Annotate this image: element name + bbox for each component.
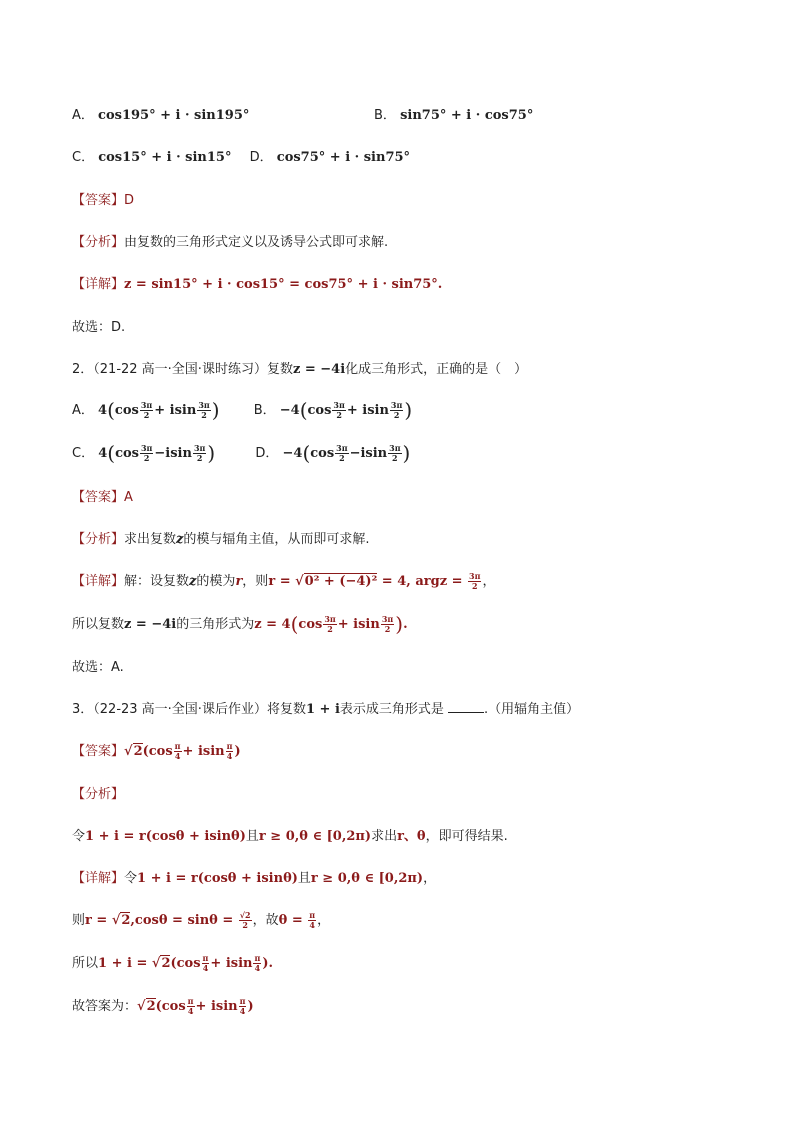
- q1-option-c-expr: cos15° + i · sin15°: [98, 150, 232, 165]
- analysis-tag: 【分析】: [72, 787, 125, 802]
- q3-analysis-tag: [72, 785, 124, 805]
- q1-options-cd: [72, 148, 410, 168]
- detail-expr: z = sin15° + i · cos15° = cos75° + i · sin75°.: [124, 277, 443, 292]
- q2-choose: [72, 658, 124, 678]
- q1-option-b-expr: sin75° + i · cos75°: [400, 108, 534, 123]
- q1-answer: [72, 191, 134, 211]
- q2-detail-line2: 所以复数z = −4i的三角形式为z = 4(cos $\frac{3\pi}{2}$ + isin $\frac{3\pi}{2}$ ).: [72, 612, 408, 636]
- q1-option-a-label: A．: [72, 108, 94, 123]
- detail-tag: 【详解】: [72, 574, 125, 589]
- q3-final-answer: 故答案为：√2(cos $\frac{\pi}{4}$ + isin $\frac{\pi}{4}$ ): [72, 996, 254, 1016]
- choose-text: 故选：A.: [72, 660, 124, 675]
- answer-tag: 【答案】: [72, 490, 125, 505]
- q1-option-c-label: C．: [72, 150, 95, 165]
- q1-option-d-label: D．: [249, 150, 273, 165]
- analysis-tag: 【分析】: [72, 532, 125, 547]
- q2-detail: 【详解】解：设复数z的模为r，则r = √0² + (−4)² = 4, argz = $\frac{3\pi}{2}$ ，: [72, 571, 496, 591]
- q3-answer: 【答案】√2(cos $\frac{\pi}{4}$ + isin $\frac{\pi}{4}$ ): [72, 741, 241, 761]
- analysis-text: 由复数的三角形式定义以及诱导公式即可求解.: [124, 235, 389, 250]
- q1-options-ab: [72, 106, 249, 126]
- q2-analysis: 【分析】求出复数z的模与辐角主值，从而即可求解.: [72, 532, 370, 547]
- q2-answer: [72, 488, 133, 508]
- answer-value: D: [124, 193, 135, 208]
- q2-options-cd: [72, 443, 410, 464]
- q2-stem-expr: z = −4i: [292, 362, 346, 377]
- q1-analysis: [72, 233, 388, 253]
- q1-option-b: [374, 106, 533, 126]
- q2-option-a-label: A．: [72, 403, 94, 418]
- answer-blank: [448, 700, 484, 713]
- q1-choose: [72, 318, 125, 338]
- choose-text: 故选：D.: [72, 320, 126, 335]
- q2-options-ab: [72, 400, 412, 421]
- q2-option-d-label: D．: [255, 446, 279, 461]
- analysis-tag: 【分析】: [72, 235, 125, 250]
- q2-option-c-label: C．: [72, 446, 95, 461]
- q1-option-a-expr: cos195° + i · sin195°: [98, 108, 250, 123]
- q3-detail: 【详解】令1 + i = r(cosθ + isinθ)且r ≥ 0,θ ∈ [0,2π)，: [72, 871, 437, 886]
- q1-option-d-expr: cos75° + i · sin75°: [276, 150, 411, 165]
- answer-tag: 【答案】: [72, 744, 125, 759]
- q3-detail-line2: 则r = √2,cosθ = sinθ = $\frac{√2}{2}$ ，故θ = $\frac{\pi}{4}$ ，: [72, 910, 331, 930]
- q1-detail: [72, 275, 442, 295]
- answer-value: A: [124, 490, 133, 505]
- answer-tag: 【答案】: [72, 193, 125, 208]
- q3-analysis: 令1 + i = r(cosθ + isinθ)且r ≥ 0,θ ∈ [0,2π)求出r、θ，即可得结果.: [72, 829, 508, 844]
- q2-option-a-expr: 4(cos $\frac{3\pi}{2}$ + isin $\frac{3\pi}{2}$ ): [98, 398, 220, 422]
- q2-option-b-label: B．: [253, 403, 276, 418]
- q1-option-b-label: B．: [374, 108, 396, 123]
- q2-option-b-expr: −4(cos $\frac{3\pi}{2}$ + isin $\frac{3\pi}{2}$ ): [279, 398, 413, 422]
- q2-stem-prefix: 2．（21-22 高一·全国·课时练习）复数: [72, 362, 293, 377]
- q2-option-d-expr: −4(cos $\frac{3\pi}{2}$ −isin $\frac{3\pi}{2}$ ): [282, 441, 411, 465]
- detail-tag: 【详解】: [72, 871, 125, 886]
- detail-tag: 【详解】: [72, 277, 125, 292]
- q3-detail-line3: 所以1 + i = √2(cos $\frac{\pi}{4}$ + isin $\frac{\pi}{4}$ ).: [72, 953, 274, 973]
- q3-stem: 3．（22-23 高一·全国·课后作业）将复数1 + i表示成三角形式是 .（用辐角主值）: [72, 702, 580, 717]
- q2-option-c-expr: 4(cos $\frac{3\pi}{2}$ −isin $\frac{3\pi}{2}$ ): [98, 441, 216, 465]
- q2-stem: [72, 360, 527, 380]
- q2-stem-suffix: 化成三角形式，正确的是（ ）: [345, 362, 528, 377]
